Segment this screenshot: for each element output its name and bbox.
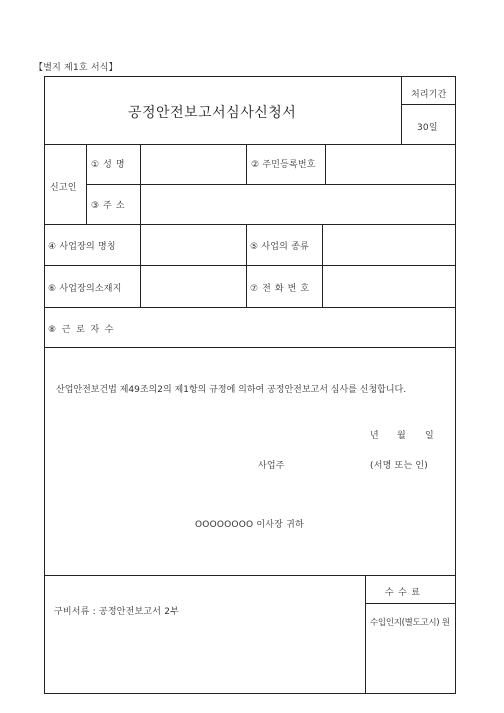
form-number-tag: 【별지 제1호 서식】 (34, 63, 118, 73)
phone-label: ⑦ 전 화 번 호 (250, 284, 310, 294)
address-field[interactable] (141, 185, 454, 223)
workers-label: ⑧ 근 로 자 수 (48, 325, 115, 335)
fee-label: 수 수 료 (385, 588, 421, 598)
processing-period-label: 처리기간 (411, 90, 447, 100)
date-day-label: 일 (425, 431, 434, 441)
business-name-label: ④ 사업장의 명칭 (48, 242, 116, 252)
workers-field[interactable] (141, 308, 454, 346)
business-type-field[interactable] (323, 225, 454, 264)
resident-id-field[interactable] (326, 145, 454, 183)
business-location-label: ⑥ 사업장의소재지 (48, 284, 122, 294)
date-month-label: 월 (397, 431, 406, 441)
form-title: 공정안전보고서심사신청서 (128, 105, 297, 121)
addressee: OOOOOOOO 이사장 귀하 (195, 520, 304, 530)
processing-period-value: 30일 (417, 123, 438, 133)
business-type-label: ⑤ 사업의 종류 (250, 242, 309, 252)
required-documents: 구비서류 : 공정안전보고서 2부 (54, 607, 180, 617)
business-owner-label: 사업주 (258, 461, 285, 471)
business-name-field[interactable] (141, 225, 245, 264)
signature-note: (서명 또는 인) (370, 461, 429, 471)
name-field[interactable] (141, 145, 245, 183)
owner-signature-field[interactable] (290, 452, 362, 470)
resident-id-label: ② 주민등록번호 (251, 160, 316, 170)
applicant-group-label: 신고인 (50, 183, 77, 193)
fee-value: 수입인지(별도고시) 원 (370, 618, 450, 628)
date-year-label: 년 (370, 431, 379, 441)
phone-field[interactable] (323, 266, 454, 306)
business-location-field[interactable] (141, 266, 245, 306)
name-label: ① 성 명 (91, 160, 126, 170)
application-statement: 산업안전보건법 제49조의2의 제1항의 규정에 의하여 공정안전보고서 심사를 신청합니다. (56, 385, 407, 395)
address-label: ③ 주 소 (91, 201, 126, 211)
